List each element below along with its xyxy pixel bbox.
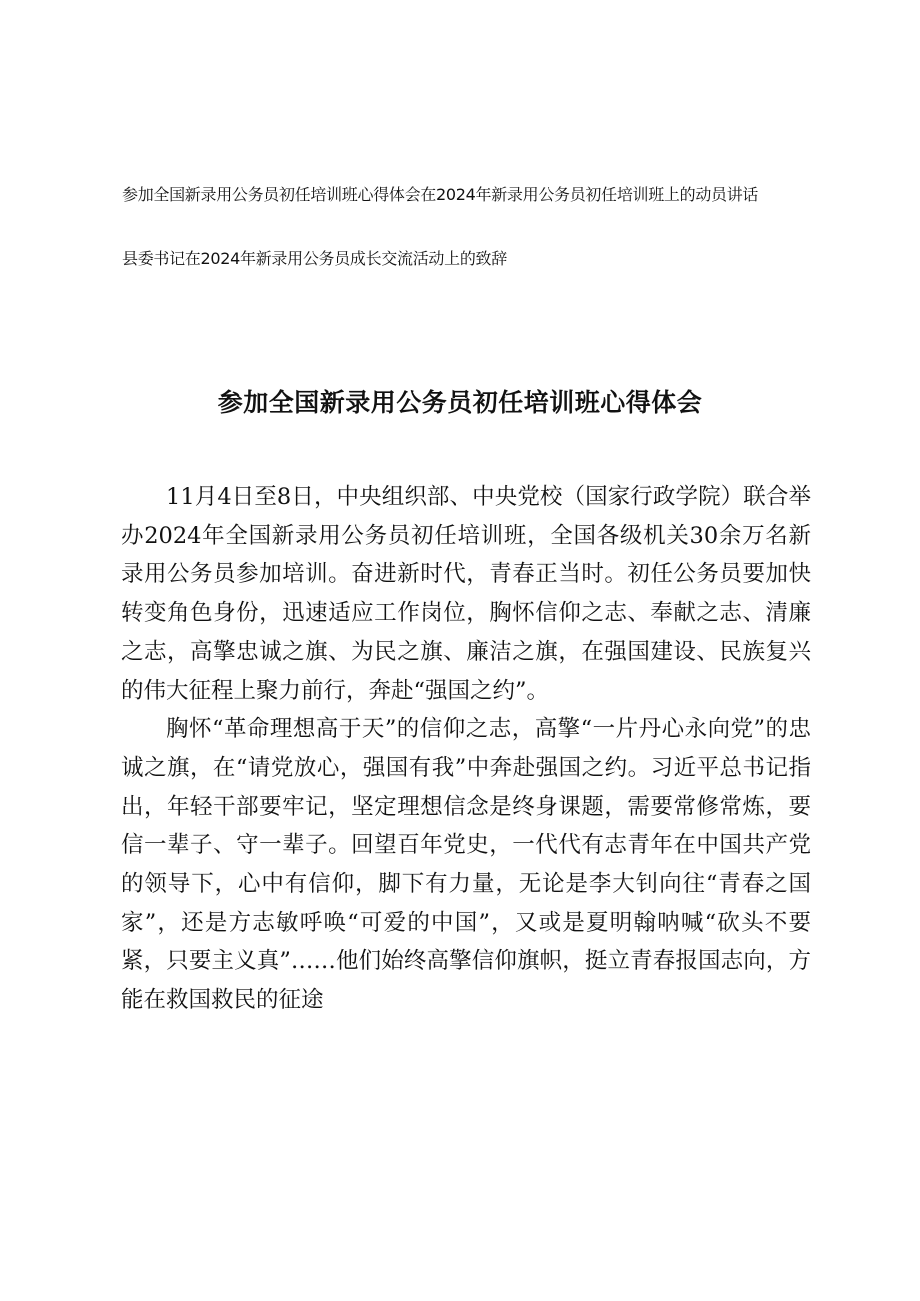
body-paragraph: 胸怀“革命理想高于天”的信仰之志，高擎“一片丹心永向党”的忠诚之旗，在“请党放心，强国有我”中奔赴强国之约。习近平总书记指出，年轻干部要牢记，坚定理想信念是终身课题，需要常修常炼，要信一辈子、守一辈子。回望百年党史，一代代有志青年在中国共产党的领导下，心中有信仰，脚下有力量，无论是李大钊向往“青春之国家”，还是方志敏呼唤“可爱的中国”，又或是夏明翰呐喊“砍头不要紧，只要主义真”……他们始终高擎信仰旗帜，挺立青春报国志向，方能在救国救民的征途 — [121, 716, 811, 1014]
body-paragraph: 11月4日至8日，中央组织部、中央党校（国家行政学院）联合举办2024年全国新录用公务员初任培训班，全国各级机关30余万名新录用公务员参加培训。奋进新时代，青春正当时。初任公务员要加快转变角色身份，迅速适应工作岗位，胸怀信仰之志、奉献之志、清廉之志，高擎忠诚之旗、为民之旗、廉洁之旗，在强国建设、民族复兴的伟大征程上聚力前行，奔赴“强国之约”。 — [121, 484, 811, 704]
article-title: 参加全国新录用公务员初任培训班心得体会 — [217, 388, 703, 417]
toc-item-address[interactable]: 县委书记在2024年新录用公务员成长交流活动上的致辞 — [122, 249, 507, 268]
article-body — [121, 478, 811, 1020]
table-of-contents — [122, 180, 822, 274]
toc-item-speech[interactable]: 参加全国新录用公务员初任培训班心得体会在2024年新录用公务员初任培训班上的动员讲话 — [122, 185, 759, 204]
